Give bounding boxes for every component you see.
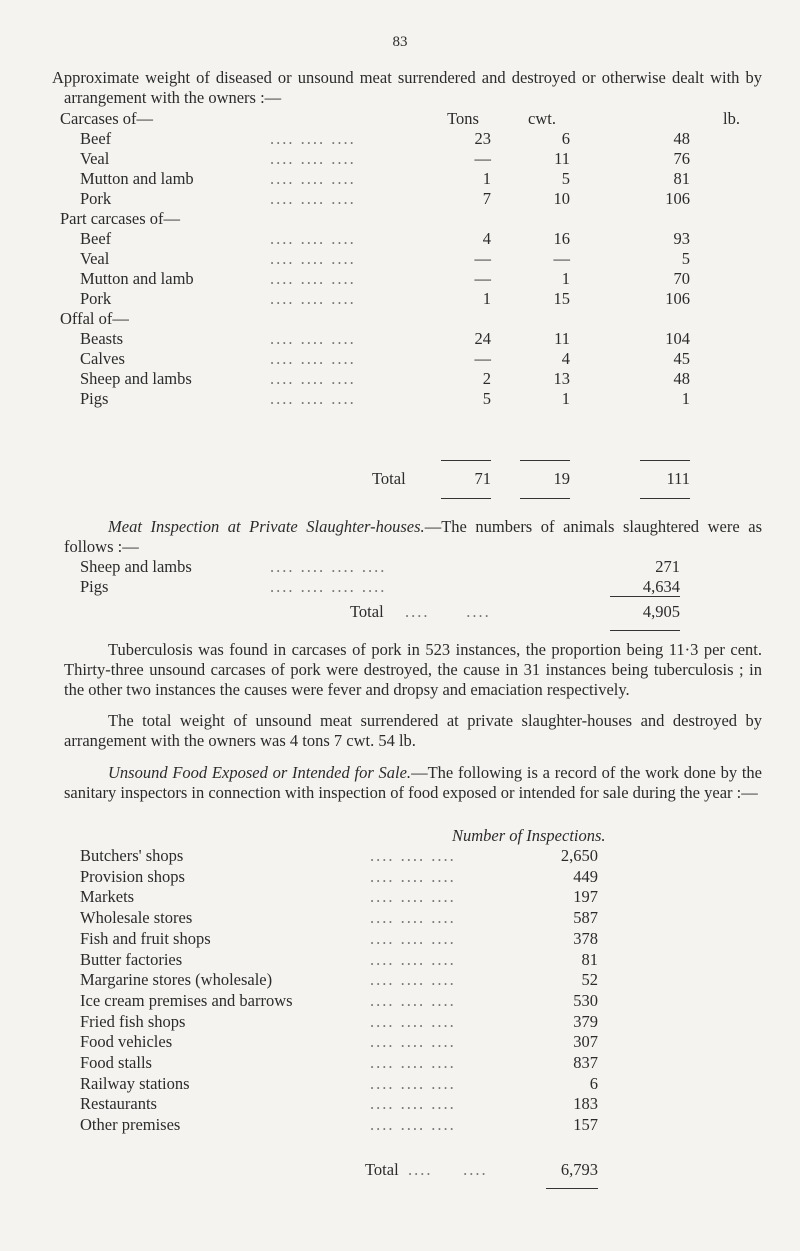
row-dots: .... .... .... — [370, 970, 456, 990]
slaughter-total-dots: .... .... — [405, 602, 491, 621]
table-row — [0, 991, 800, 1011]
inspection-rule-bottom — [546, 1188, 598, 1189]
lb-value: 45 — [673, 349, 690, 368]
row-dots: .... .... .... — [370, 1032, 456, 1052]
lb-value: 93 — [673, 229, 690, 248]
slaughter-paragraph — [64, 517, 762, 557]
table-row — [0, 846, 800, 866]
cwt-value: — — [553, 249, 570, 268]
cwt-value: 11 — [554, 149, 570, 168]
row-label: Veal — [80, 249, 110, 268]
lb-value: 106 — [665, 289, 690, 308]
inspection-label: Wholesale stores — [80, 908, 193, 928]
tons-value: 5 — [482, 389, 491, 408]
inspection-value: 307 — [573, 1032, 598, 1052]
row-dots: .... .... .... — [370, 887, 456, 907]
inspection-total-row — [0, 1160, 800, 1180]
inspection-value: 81 — [581, 949, 598, 969]
row-dots: .... .... .... — [270, 369, 356, 388]
inspection-label: Food stalls — [80, 1053, 152, 1072]
cwt-value: 15 — [553, 289, 570, 308]
cwt-value: 5 — [561, 169, 570, 188]
lb-value: 5 — [681, 249, 690, 268]
table-row — [0, 929, 800, 949]
row-label: Beasts — [80, 329, 124, 348]
unsound-paragraph — [64, 763, 762, 803]
table-row — [80, 129, 780, 149]
inspection-label: Butchers' shops — [80, 846, 184, 865]
unsound-text: —The following is a record of the work done by the sanitary inspectors in connection with inspection of food exposed or intended for sale during the year :— — [64, 763, 762, 802]
cwt-value: 1 — [561, 269, 570, 288]
table-row — [0, 908, 800, 928]
tons-rule — [441, 460, 491, 461]
row-dots: .... .... .... — [270, 149, 356, 168]
row-dots: .... .... .... — [370, 949, 456, 969]
table-row — [0, 1012, 800, 1032]
tons-rule-bottom — [441, 498, 491, 499]
section-heading-text: Offal of— — [60, 309, 129, 328]
row-label: Mutton and lamb — [80, 269, 194, 288]
table-row — [80, 149, 780, 169]
table-row — [0, 1032, 800, 1052]
row-dots: .... .... .... — [270, 249, 356, 268]
meat-section-heading — [60, 209, 760, 229]
list-item — [0, 557, 800, 577]
inspection-value: 183 — [573, 1094, 598, 1114]
row-dots: .... .... .... .... — [270, 577, 387, 596]
table-row — [80, 329, 780, 349]
slaughter-heading: Meat Inspection at Private Slaughter-houses. — [108, 517, 425, 536]
row-dots: .... .... .... — [270, 229, 356, 248]
table-row — [80, 189, 780, 209]
lb-value: 1 — [681, 389, 690, 408]
cwt-value: 1 — [561, 389, 570, 408]
table-row — [80, 289, 780, 309]
inspection-total-dots: .... .... — [408, 1160, 488, 1179]
inspection-label: Restaurants — [80, 1094, 157, 1114]
cwt-value: 10 — [553, 189, 570, 208]
tons-value: — — [474, 149, 491, 168]
lb-value: 104 — [665, 329, 690, 348]
row-dots: .... .... .... — [270, 389, 356, 408]
tons-value: — — [474, 269, 491, 288]
table-row — [80, 169, 780, 189]
weight-paragraph: The total weight of unsound meat surrendered at private slaughter-houses and destroyed by arrangement with the owners was 4 tons 7 cwt. 54 lb. — [64, 711, 762, 750]
inspection-value: 378 — [573, 928, 598, 948]
unsound-heading: Unsound Food Exposed or Intended for Sale. — [108, 763, 412, 782]
inspection-value: 2,650 — [560, 846, 598, 865]
row-dots: .... .... .... — [370, 1094, 456, 1114]
inspection-label: Provision shops — [80, 866, 185, 886]
row-dots: .... .... .... — [370, 846, 456, 865]
table-row — [0, 970, 800, 990]
inspection-label: Other premises — [80, 1115, 181, 1135]
meat-table-header — [60, 109, 760, 129]
inspection-label: Ice cream premises and barrows — [80, 990, 293, 1010]
row-dots: .... .... .... — [370, 1073, 456, 1093]
intro-text: Approximate weight of diseased or unsound meat surrendered and destroyed or otherwise dealt with by arrangement with the owners :— — [52, 68, 762, 107]
row-dots: .... .... .... .... — [270, 557, 387, 576]
inspection-value: 379 — [573, 1011, 598, 1031]
cwt-value: 11 — [554, 329, 570, 348]
slaughter-text: —The numbers of animals slaughtered were as follows :— — [64, 517, 762, 556]
table-row — [80, 369, 780, 389]
row-label: Veal — [80, 149, 110, 168]
lb-value: 48 — [673, 129, 690, 148]
slaughter-value: 4,634 — [642, 577, 680, 596]
table-row — [0, 1094, 800, 1114]
lb-rule — [640, 460, 690, 461]
row-label: Pigs — [80, 389, 109, 408]
tons-value: 23 — [474, 129, 491, 148]
row-dots: .... .... .... — [370, 928, 456, 948]
meat-section-heading — [60, 309, 760, 329]
inspection-label: Railway stations — [80, 1073, 190, 1093]
table-row — [0, 1053, 800, 1073]
tons-value: 1 — [482, 169, 491, 188]
lb-value: 106 — [665, 189, 690, 208]
inspection-total-value: 6,793 — [560, 1160, 598, 1179]
row-dots: .... .... .... — [270, 329, 356, 348]
inspection-value: 52 — [581, 970, 598, 990]
table-row — [0, 1115, 800, 1135]
row-dots: .... .... .... — [270, 349, 356, 368]
meat-total-row — [0, 469, 800, 489]
inspection-label: Food vehicles — [80, 1032, 173, 1052]
table-row — [0, 867, 800, 887]
inspection-value: 197 — [573, 887, 598, 907]
row-label: Mutton and lamb — [80, 169, 194, 188]
lb-rule-bottom — [640, 498, 690, 499]
tons-value: — — [474, 349, 491, 368]
slaughter-total-row — [0, 602, 800, 622]
inspection-value: 837 — [573, 1053, 598, 1072]
inspection-total-label: Total — [365, 1160, 399, 1179]
meat-total-label: Total — [372, 469, 406, 488]
carcases-heading: Carcases of— — [60, 109, 154, 128]
table-row — [0, 950, 800, 970]
inspection-label: Markets — [80, 887, 135, 907]
cwt-value: 6 — [561, 129, 570, 148]
inspection-label: Margarine stores (wholesale) — [80, 970, 273, 990]
cwt-value: 13 — [553, 369, 570, 388]
tons-value: 4 — [482, 229, 491, 248]
row-dots: .... .... .... — [370, 908, 456, 928]
slaughter-rule — [610, 596, 680, 597]
row-dots: .... .... .... — [270, 169, 356, 188]
inspection-value: 157 — [573, 1115, 598, 1135]
lb-header: lb. — [723, 109, 740, 128]
inspection-value: 449 — [573, 866, 598, 886]
slaughter-total-value: 4,905 — [642, 602, 680, 621]
table-row — [80, 389, 780, 409]
total-cwt: 19 — [553, 469, 570, 488]
slaughter-value: 271 — [655, 557, 680, 576]
row-label: Sheep and lambs — [80, 369, 192, 388]
inspection-label: Butter factories — [80, 949, 183, 969]
intro-paragraph — [52, 68, 762, 108]
inspection-value: 530 — [573, 990, 598, 1010]
lb-value: 81 — [673, 169, 690, 188]
table-row — [80, 249, 780, 269]
lb-value: 48 — [673, 369, 690, 388]
lb-value: 76 — [673, 149, 690, 168]
row-dots: .... .... .... — [270, 189, 356, 208]
tons-value: 1 — [482, 289, 491, 308]
row-dots: .... .... .... — [370, 866, 456, 886]
inspections-column-heading — [452, 826, 752, 846]
row-dots: .... .... .... — [270, 269, 356, 288]
total-tons: 71 — [474, 469, 491, 488]
row-dots: .... .... .... — [370, 1011, 456, 1031]
tons-value: 7 — [482, 189, 491, 208]
row-dots: .... .... .... — [370, 1115, 456, 1135]
table-row — [0, 887, 800, 907]
inspection-value: 587 — [573, 908, 598, 928]
inspection-label: Fried fish shops — [80, 1011, 186, 1031]
tons-header: Tons — [447, 109, 479, 128]
lb-value: 70 — [673, 269, 690, 288]
table-row — [80, 349, 780, 369]
row-dots: .... .... .... — [370, 1053, 456, 1072]
row-dots: .... .... .... — [370, 990, 456, 1010]
list-item — [0, 577, 800, 597]
inspection-value: 6 — [589, 1073, 598, 1093]
row-label: Beef — [80, 229, 112, 248]
cwt-value: 16 — [553, 229, 570, 248]
cwt-value: 4 — [561, 349, 570, 368]
slaughter-total-label: Total — [350, 602, 384, 621]
tb-paragraph: Tuberculosis was found in carcases of pork in 523 instances, the proportion being 11·3 per cent. Thirty-three unsound carcases of pork were destroyed, the cause in 31 instances being tuberculosis ; in the other two instances the causes were fever and dropsy and emaciation respectively. — [64, 640, 762, 699]
row-label: Pork — [80, 189, 112, 208]
page-number: 83 — [392, 34, 408, 50]
table-row — [80, 269, 780, 289]
slaughter-rule-bottom — [610, 630, 680, 631]
row-label: Pork — [80, 289, 112, 308]
table-row — [80, 229, 780, 249]
table-row — [0, 1074, 800, 1094]
cwt-header: cwt. — [528, 109, 556, 128]
inspection-label: Fish and fruit shops — [80, 928, 211, 948]
inspections-heading-text: Number of Inspections. — [452, 826, 606, 845]
row-label: Calves — [80, 349, 125, 368]
row-dots: .... .... .... — [270, 129, 356, 148]
slaughter-label: Pigs — [80, 577, 109, 596]
tons-value: 24 — [474, 329, 491, 348]
cwt-rule-bottom — [520, 498, 570, 499]
tons-value: 2 — [482, 369, 491, 388]
slaughter-label: Sheep and lambs — [80, 557, 192, 576]
total-lb: 111 — [666, 469, 690, 488]
row-dots: .... .... .... — [270, 289, 356, 308]
row-label: Beef — [80, 129, 112, 148]
tons-value: — — [474, 249, 491, 268]
section-heading-text: Part carcases of— — [60, 209, 181, 228]
cwt-rule — [520, 460, 570, 461]
